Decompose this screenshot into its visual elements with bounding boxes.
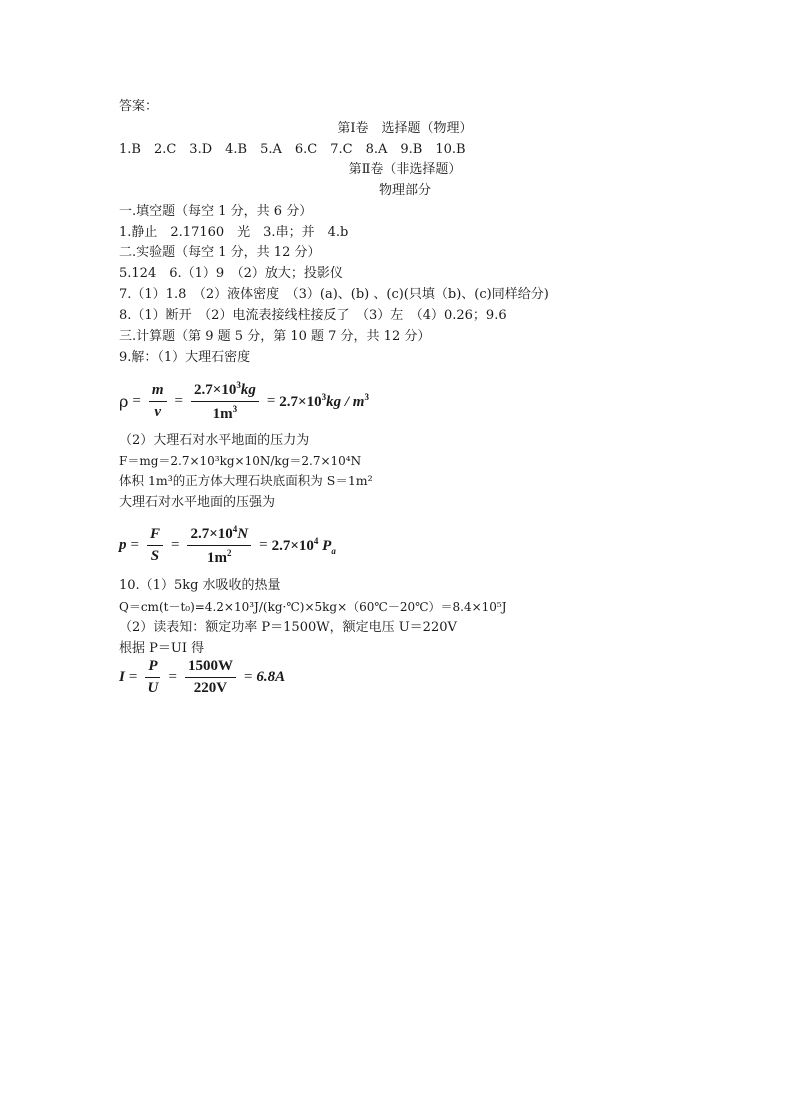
- q10-part1: 10.（1）5kg 水吸收的热量: [119, 578, 281, 593]
- unit: kg / m: [326, 394, 365, 410]
- pressure-result: [272, 536, 336, 556]
- equals-sign: =: [168, 669, 177, 685]
- coefficient: 2.7×10: [271, 537, 314, 554]
- unit: P: [322, 537, 332, 554]
- mass-over-volume-fraction: [149, 382, 167, 421]
- section1-title: 一.填空题（每空 1 分，共 6 分）: [119, 204, 313, 219]
- unit: kg: [240, 382, 256, 398]
- exponent: 4: [232, 524, 238, 534]
- fraction-denominator: [207, 546, 232, 567]
- fraction-numerator: [191, 380, 259, 402]
- fraction-numerator: [187, 524, 251, 546]
- q8-answers: 8.（1）断开 （2）电流表接线柱接反了 （3）左 （4）0.26；9.6: [119, 308, 507, 323]
- q10-pui: 根据 P＝UI 得: [119, 641, 205, 656]
- equals-sign: =: [259, 537, 268, 553]
- section1-answers: 1.静止 2.17160 光 3.串；并 4.b: [119, 225, 349, 240]
- equals-sign: =: [130, 537, 139, 553]
- equals-sign: =: [132, 393, 141, 409]
- q9-force: F＝mg＝2.7×10³kg×10N/kg＝2.7×10⁴N: [119, 454, 362, 468]
- exponent: 3: [321, 392, 327, 402]
- mc-answers: 1.B 2.C 3.D 4.B 5.A 6.C 7.C 8.A 9.B 10.B: [119, 142, 466, 157]
- q9-area: 体积 1m³的正方体大理石块底面积为 S＝1m²: [119, 473, 373, 488]
- unit: N: [237, 526, 249, 542]
- equals-sign: =: [243, 669, 253, 685]
- q9-pressure-label: 大理石对水平地面的压强为: [119, 495, 276, 510]
- current-result: 6.8A: [256, 669, 286, 685]
- vol2-title: 第Ⅱ卷（非选择题）: [348, 162, 462, 177]
- exponent: 3: [364, 392, 369, 402]
- q7-answers: 7.（1）1.8 （2）液体密度 （3）(a)、(b) 、(c)(只填（b)、(c)同样给分): [119, 287, 549, 302]
- exponent: 4: [313, 535, 319, 546]
- value-fraction: [191, 380, 259, 423]
- unit-subscript: a: [331, 545, 336, 556]
- answer-label: 答案：: [119, 99, 159, 114]
- density-result: [279, 392, 369, 411]
- equals-sign: =: [266, 393, 276, 409]
- fraction-denominator: 220V: [193, 680, 228, 696]
- fraction-denominator: v: [154, 404, 162, 420]
- fraction-numerator: m: [149, 382, 167, 402]
- q9-intro: 9.解：（1）大理石密度: [119, 350, 251, 365]
- coefficient: 2.7×10: [279, 394, 322, 410]
- force-over-area-fraction: [147, 526, 163, 565]
- equals-sign: =: [174, 393, 184, 409]
- value-fraction: [187, 524, 251, 567]
- exponent: 3: [236, 380, 241, 390]
- q5-q6-answers: 5.124 6.（1）9 （2）放大；投影仪: [119, 266, 343, 281]
- unit: 1m: [212, 406, 233, 422]
- section3-title: 三.计算题（第 9 题 5 分，第 10 题 7 分，共 12 分）: [119, 329, 431, 344]
- exponent: 3: [232, 404, 238, 414]
- value-fraction: [185, 658, 236, 697]
- fraction-denominator: S: [150, 548, 160, 564]
- coefficient: 2.7×10: [190, 526, 233, 542]
- physics-part-title: 物理部分: [378, 183, 431, 198]
- unit: 1m: [207, 550, 228, 566]
- exponent: 2: [227, 548, 232, 558]
- fraction-numerator: F: [147, 526, 163, 546]
- fraction-numerator: 1500W: [185, 658, 236, 678]
- density-formula: [119, 380, 369, 423]
- vol1-title: 第Ⅰ卷 选择题（物理）: [337, 121, 473, 136]
- section2-title: 二.实验题（每空 1 分，共 12 分）: [119, 245, 321, 260]
- q9-part2: （2）大理石对水平地面的压力为: [119, 433, 310, 448]
- equals-sign: =: [170, 537, 180, 553]
- power-over-voltage-fraction: [145, 658, 160, 697]
- q10-part2: （2）读表知：额定功率 P＝1500W，额定电压 U＝220V: [119, 620, 457, 635]
- i-symbol: I: [119, 669, 125, 685]
- fraction-denominator: U: [147, 680, 159, 696]
- p-symbol: p: [119, 537, 127, 553]
- q10-heat: Q＝cm(t－t₀)=4.2×10³J/(kg·℃)×5kg×（60℃－20℃）＝8.4×10⁵J: [119, 600, 507, 614]
- fraction-denominator: [213, 402, 238, 423]
- rho-symbol: ρ: [119, 392, 129, 411]
- current-formula: [119, 658, 285, 697]
- pressure-formula: [119, 524, 336, 567]
- fraction-numerator: P: [145, 658, 160, 678]
- equals-sign: =: [128, 669, 138, 685]
- coefficient: 2.7×10: [194, 382, 237, 398]
